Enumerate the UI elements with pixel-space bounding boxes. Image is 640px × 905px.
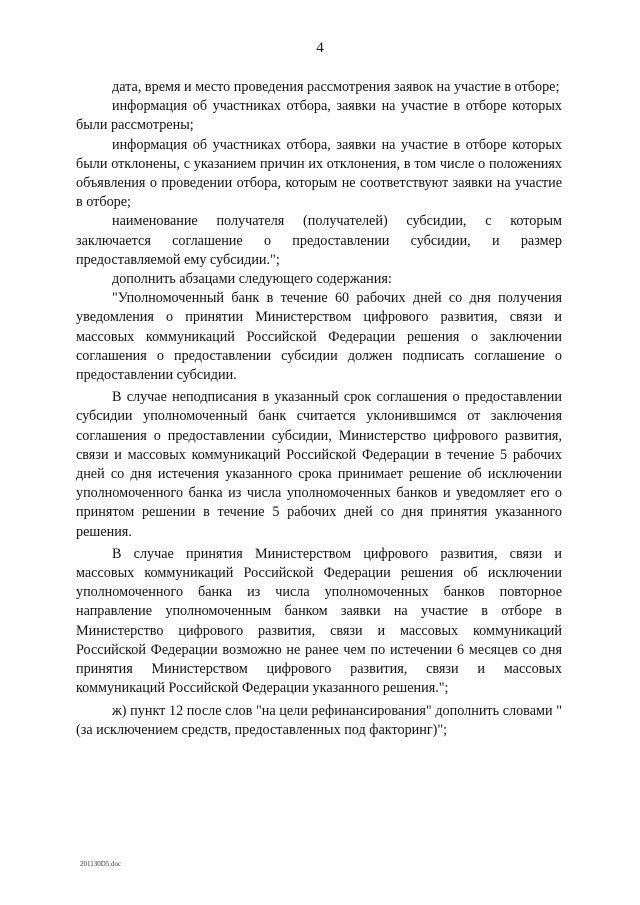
paragraph-subsidy-recipient: наименование получателя (получателей) субсидии, с которым заключается соглашение о предоставлении субсидии, и размер предоставляемой ему субсидии."; [76, 213, 562, 268]
paragraph-bank-signing-deadline: "Уполномоченный банк в течение 60 рабочих дней со дня получения уведомления о принятии Министерством цифрового развития, связи и массовых коммуникаций Российской Федерации решения о заключении соглашения о предоставлении субсидии должен подписать соглашение о предоставлении субсидии. [76, 290, 562, 384]
paragraph-clause-12: ж) пункт 12 после слов "на цели рефинансирования" дополнить словами "(за исключением средств, предоставленных под факторинг)"; [76, 702, 562, 738]
paragraph-rejected-participants: информация об участниках отбора, заявки на участие в отборе которых были отклонены, с указанием причин их отклонения, в том числе о положениях объявления о проведении отбора, которым не соответствуют заявки на участие в отборе; [76, 136, 562, 211]
paragraph-exclusion-reapply: В случае принятия Министерством цифрового развития, связи и массовых коммуникаций Российской Федерации решения об исключении уполномоченного банка из числа уполномоченных банков повторное направление уполномоченным банком заявки на участие в отборе в Министерство цифрового развития, связи и массовых коммуникаций Российской Федерации возможно не ранее чем по истечении 6 месяцев со дня принятия Министерством цифрового развития, связи и массовых коммуникаций Российской Федерации указанного решения."; [76, 545, 562, 697]
document-body [76, 78, 562, 740]
paragraph-non-signing: В случае неподписания в указанный срок соглашения о предоставлении субсидии уполномоченный банк считается уклонившимся от заключения соглашения о предоставлении субсидии, Министерство цифрового развития, связи и массовых коммуникаций Российской Федерации в течение 5 рабочих дней со дня истечения указанного срока принимает решение об исключении уполномоченного банка из числа уполномоченных банков и уведомляет его о принятом решении в течение 5 рабочих дней со дня принятия указанного решения. [76, 389, 562, 540]
paragraph-review-date: дата, время и место проведения рассмотрения заявок на участие в отборе; [112, 79, 560, 95]
page-number: 4 [316, 40, 324, 56]
paragraph-reviewed-participants: информация об участниках отбора, заявки на участие в отборе которых были рассмотрены; [76, 98, 562, 134]
footer-filename: 201130D5.doc [80, 860, 122, 868]
paragraph-amendment-intro: дополнить абзацами следующего содержания: [112, 271, 392, 288]
